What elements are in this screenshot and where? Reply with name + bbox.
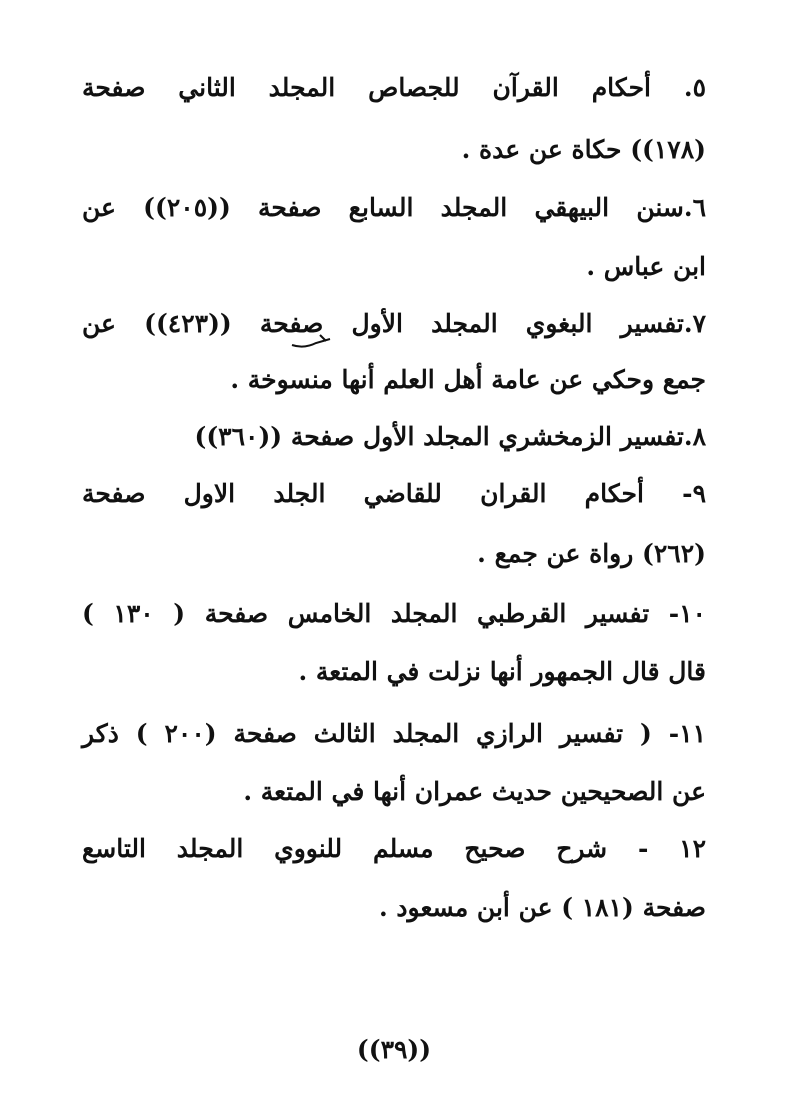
entry-5-line-2: (١٧٨)) حكاة عن عدة .: [461, 135, 706, 164]
entry-6-line-2: ابن عباس .: [586, 252, 706, 281]
entry-11-line-2: عن الصحيحين حديث عمران أنها في المتعة .: [243, 777, 706, 806]
handwritten-correction-mark: [290, 331, 334, 351]
page-number: ((٣٩)): [356, 1035, 432, 1064]
entry-9-line-1: ٩- أحكام القران للقاضي الجلد الاول صفحة: [82, 479, 706, 508]
entry-7-line-2: جمع وحكي عن عامة أهل العلم أنها منسوخة .: [230, 365, 706, 394]
entry-7-line-1: ٧.تفسير البغوي المجلد الأول صفحة ((٤٢٣)) عن: [82, 309, 707, 338]
entry-10-line-2: قال قال الجمهور أنها نزلت في المتعة .: [298, 657, 706, 686]
entry-8-line-1: ٨.تفسير الزمخشري المجلد الأول صفحة ((٣٦٠)): [194, 422, 706, 451]
entry-5-line-1: ٥. أحكام القرآن للجصاص المجلد الثاني صفحة: [82, 73, 706, 102]
entry-12-line-1: ١٢ - شرح صحيح مسلم للنووي المجلد التاسع: [82, 834, 706, 863]
entry-9-line-2: (٢٦٢) رواة عن جمع .: [477, 539, 706, 568]
entry-11-line-1: ١١- ( تفسير الرازي المجلد الثالث صفحة (٢٠٠ ) ذكر: [82, 719, 706, 748]
entry-12-line-2: صفحة (١٨١ ) عن أبن مسعود .: [379, 893, 706, 922]
entry-6-line-1: ٦.سنن البيهقي المجلد السابع صفحة ((٢٠٥)) عن: [82, 193, 706, 222]
entry-10-line-1: ١٠- تفسير القرطبي المجلد الخامس صفحة ( ١٣٠ ): [82, 599, 706, 628]
